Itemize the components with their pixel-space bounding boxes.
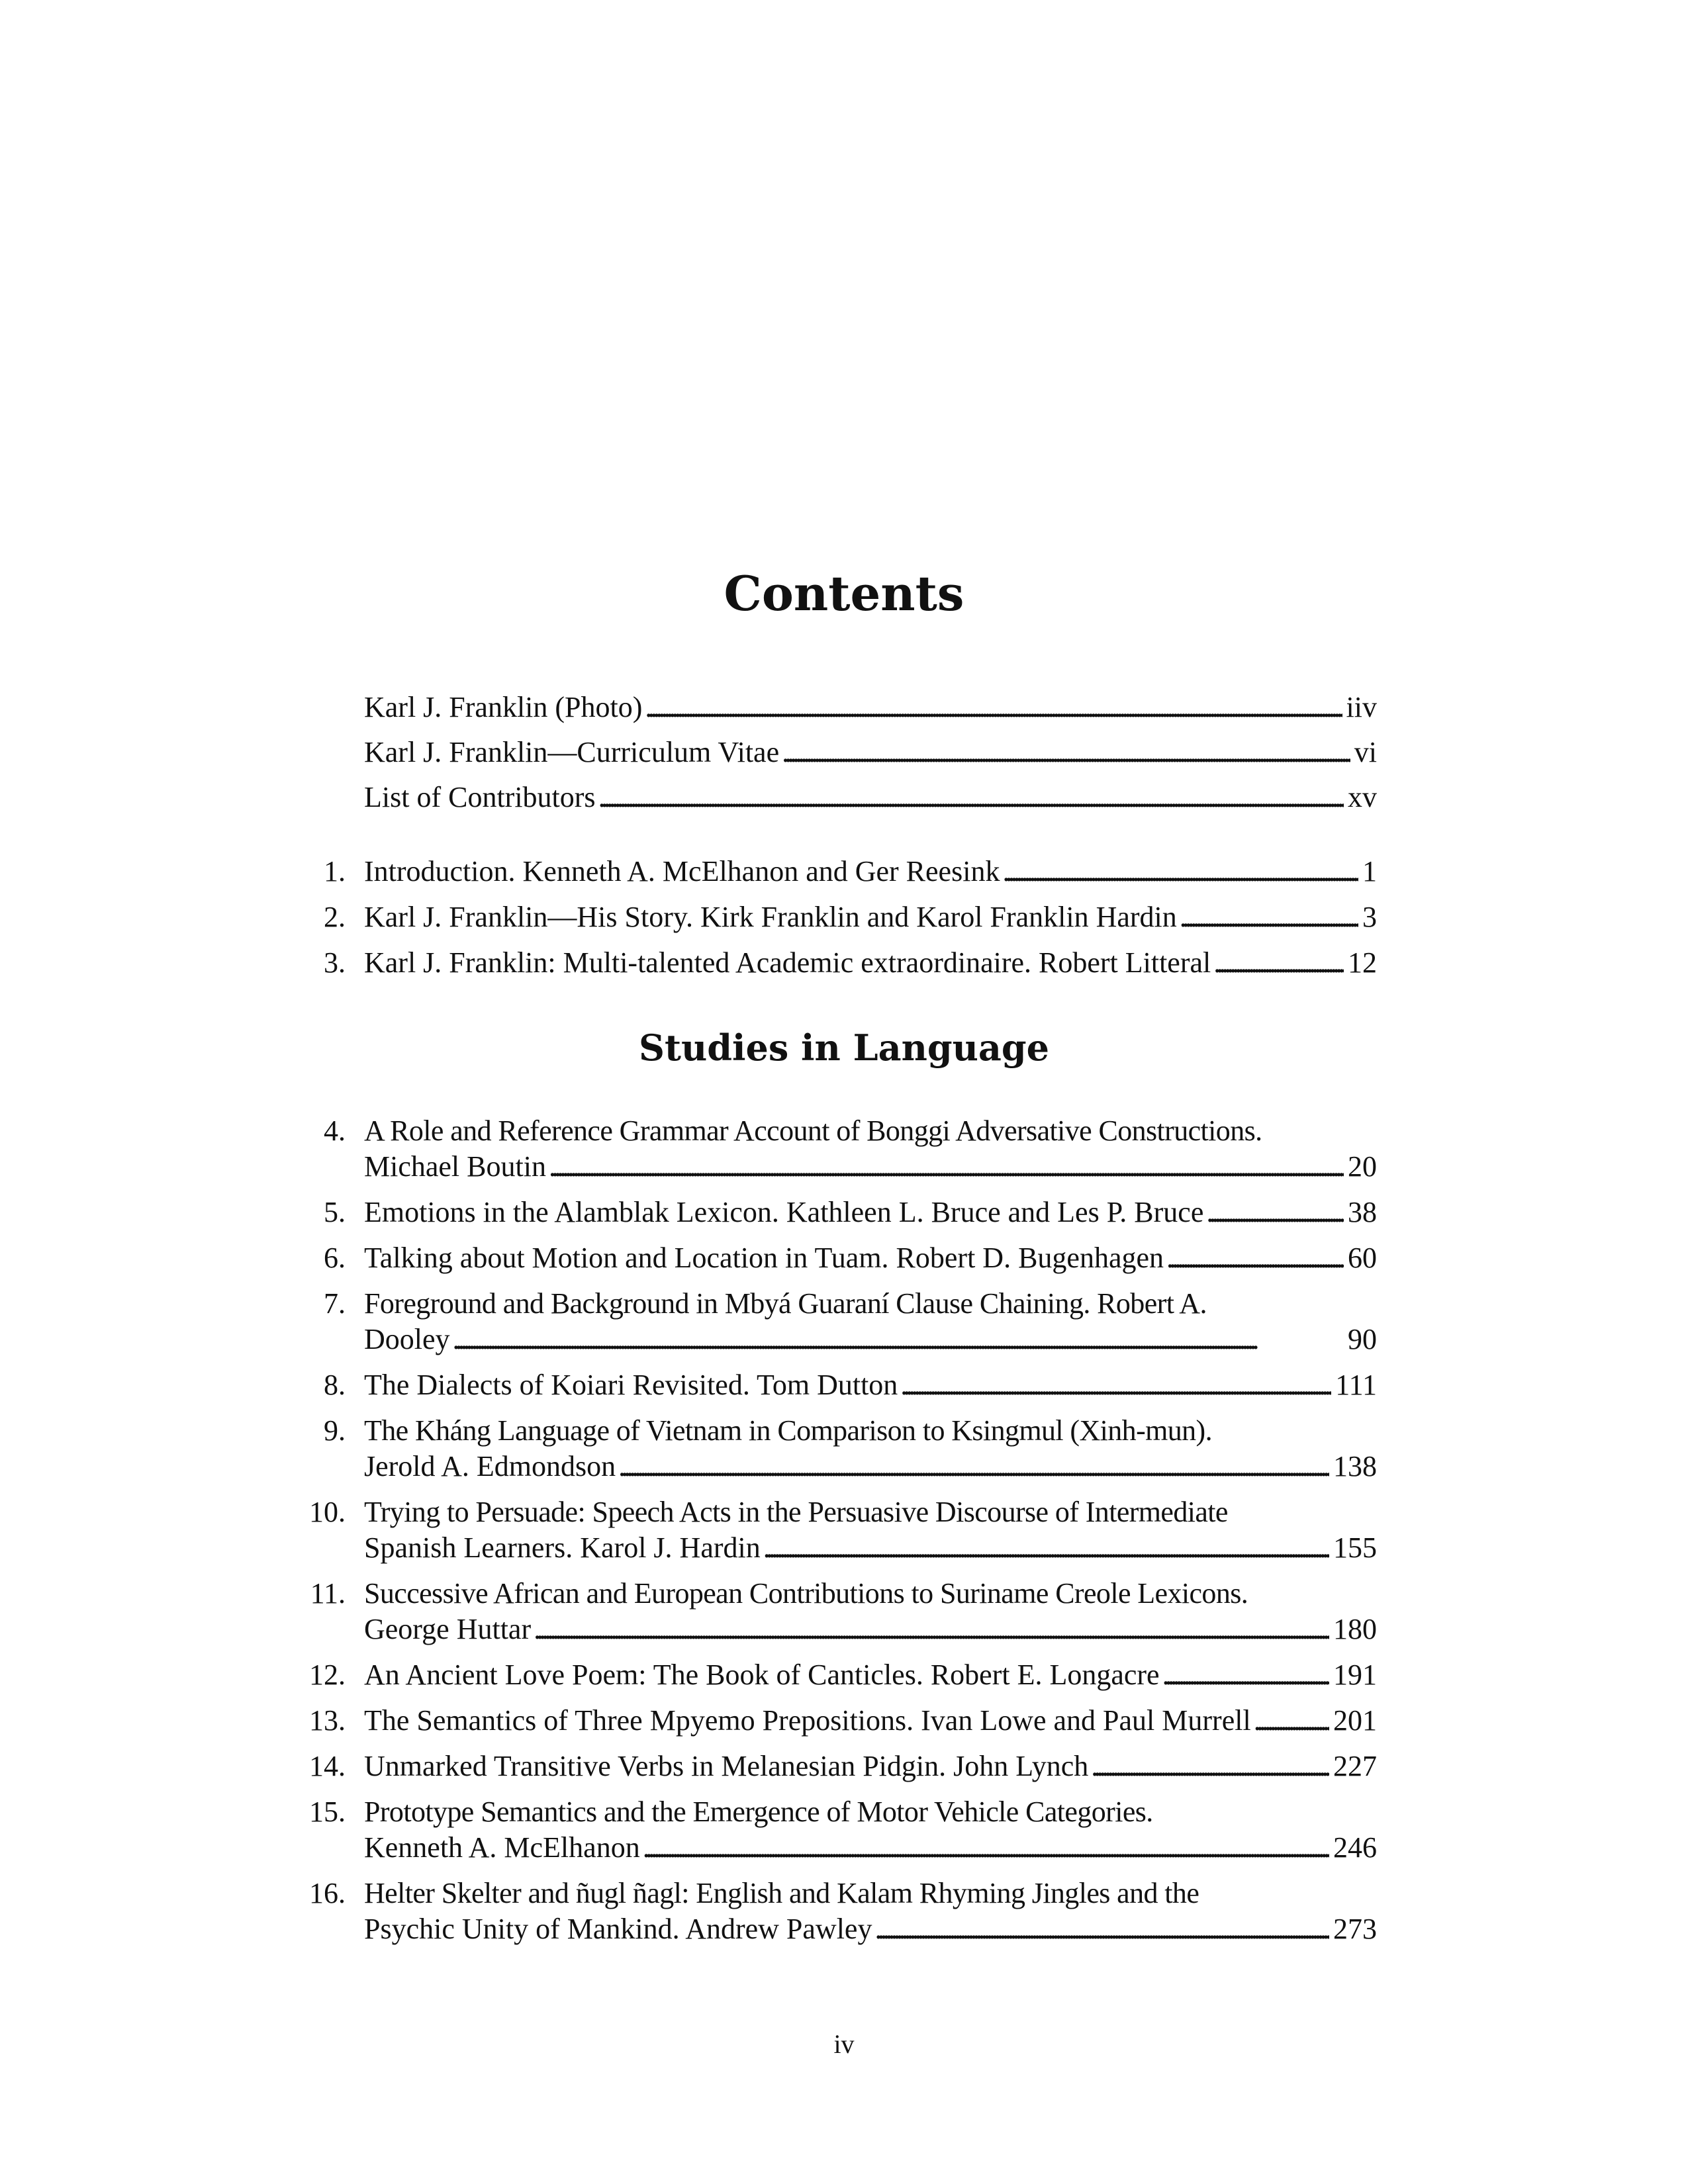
chapter-number: 12. xyxy=(309,1659,346,1691)
toc-entry xyxy=(285,1113,1377,1185)
dot-leader xyxy=(643,1830,1329,1866)
intro-chapter-list xyxy=(285,854,1377,991)
front-matter-entry xyxy=(285,690,1377,725)
toc-line xyxy=(364,1911,1377,1947)
front-matter-entry xyxy=(285,780,1377,815)
page-number: 60 xyxy=(1348,1242,1377,1274)
toc-line xyxy=(364,1612,1377,1647)
chapter-title: An Ancient Love Poem: The Book of Canticles. Robert E. Longacre xyxy=(364,1659,1160,1691)
page-number: vi xyxy=(1354,736,1377,768)
chapter-title: Jerold A. Edmondson xyxy=(364,1450,616,1482)
chapter-title: Karl J. Franklin: Multi-talented Academic extraordinaire. Robert Litteral xyxy=(364,946,1211,979)
toc-line xyxy=(364,1367,1377,1403)
page-number: 111 xyxy=(1335,1369,1377,1401)
chapter-title: List of Contributors xyxy=(364,781,596,813)
chapter-title-line: A Role and Reference Grammar Account of Bonggi Adversative Constructions. xyxy=(364,1115,1262,1147)
chapter-number: 15. xyxy=(309,1796,346,1828)
toc-entry xyxy=(285,1494,1377,1566)
chapter-title: Dooley xyxy=(364,1323,450,1355)
toc-line xyxy=(364,1703,1377,1739)
toc-entry xyxy=(285,1657,1377,1693)
chapter-title: The Dialects of Koiari Revisited. Tom Dutton xyxy=(364,1369,898,1401)
chapter-title: Karl J. Franklin (Photo) xyxy=(364,691,643,723)
dot-leader xyxy=(900,1367,1331,1403)
page-title: Contents xyxy=(724,565,964,621)
chapter-title: George Huttar xyxy=(364,1613,532,1645)
dot-leader xyxy=(645,690,1342,725)
chapter-number: 4. xyxy=(324,1115,346,1147)
toc-line xyxy=(364,780,1377,815)
chapter-title: Psychic Unity of Mankind. Andrew Pawley xyxy=(364,1913,872,1945)
toc-entry xyxy=(285,1794,1377,1866)
toc-entry xyxy=(285,1367,1377,1403)
dot-leader xyxy=(549,1149,1344,1185)
dot-leader xyxy=(1180,899,1358,935)
section-heading: Studies in Language xyxy=(639,1026,1049,1069)
footer-page-number: iv xyxy=(833,2029,855,2059)
toc-line xyxy=(364,1240,1377,1276)
chapter-number: 14. xyxy=(309,1750,346,1782)
chapter-title: Kenneth A. McElhanon xyxy=(364,1831,640,1864)
front-matter-entry xyxy=(285,735,1377,770)
chapter-number: 2. xyxy=(324,901,346,933)
toc-entry xyxy=(285,945,1377,981)
chapter-title: Talking about Motion and Location in Tuam. Robert D. Bugenhagen xyxy=(364,1242,1164,1274)
toc-line xyxy=(364,854,1377,889)
toc-line xyxy=(364,690,1377,725)
chapter-title-line: Successive African and European Contributions to Suriname Creole Lexicons. xyxy=(364,1577,1248,1610)
chapter-title-line: The Kháng Language of Vietnam in Comparison to Ksingmul (Xinh-mun). xyxy=(364,1414,1213,1447)
toc-entry xyxy=(285,1876,1377,1947)
page-number: 155 xyxy=(1333,1531,1377,1564)
chapter-title: Unmarked Transitive Verbs in Melanesian Pidgin. John Lynch xyxy=(364,1750,1089,1782)
dot-leader xyxy=(618,1449,1329,1484)
page-number: 20 xyxy=(1348,1150,1377,1183)
chapter-number: 16. xyxy=(309,1877,346,1909)
chapter-number: 3. xyxy=(324,946,346,979)
chapter-title: Karl J. Franklin—Curriculum Vitae xyxy=(364,736,780,768)
dot-leader xyxy=(598,780,1344,815)
page-number: 90 xyxy=(1348,1323,1377,1355)
page-number: xv xyxy=(1348,781,1377,813)
chapter-number: 11. xyxy=(310,1577,346,1610)
toc-line xyxy=(364,735,1377,770)
toc-line xyxy=(364,1657,1377,1693)
toc-line xyxy=(364,1449,1377,1484)
chapter-number: 7. xyxy=(324,1287,346,1320)
page-number: iiv xyxy=(1346,691,1377,723)
toc-line xyxy=(364,1530,1377,1566)
toc-line xyxy=(364,1749,1377,1784)
page-number: 227 xyxy=(1333,1750,1377,1782)
dot-leader xyxy=(1254,1703,1329,1739)
chapter-number: 5. xyxy=(324,1196,346,1228)
toc-line xyxy=(364,899,1377,935)
toc-line xyxy=(364,1830,1377,1866)
page-number: 273 xyxy=(1333,1913,1377,1945)
toc-line xyxy=(364,1149,1377,1185)
toc-entry xyxy=(285,1703,1377,1739)
chapter-number: 9. xyxy=(324,1414,346,1447)
dot-leader xyxy=(1091,1749,1329,1784)
toc-line xyxy=(364,945,1377,981)
toc-entry xyxy=(285,899,1377,935)
toc-entry xyxy=(285,1286,1377,1357)
chapter-title: Michael Boutin xyxy=(364,1150,546,1183)
dot-leader xyxy=(874,1911,1329,1947)
dot-leader xyxy=(534,1612,1329,1647)
toc-line xyxy=(364,1195,1377,1230)
chapter-title-line: Foreground and Background in Mbyá Guaraní Clause Chaining. Robert A. xyxy=(364,1287,1207,1320)
page-number: 38 xyxy=(1348,1196,1377,1228)
chapter-title: Karl J. Franklin—His Story. Kirk Franklin and Karol Franklin Hardin xyxy=(364,901,1177,933)
chapter-title-line: Helter Skelter and ñugl ñagl: English and Kalam Rhyming Jingles and the xyxy=(364,1877,1199,1909)
chapter-title-line: Prototype Semantics and the Emergence of Motor Vehicle Categories. xyxy=(364,1796,1153,1828)
toc-entry xyxy=(285,1413,1377,1484)
front-matter-list xyxy=(285,690,1377,825)
toc-entry xyxy=(285,1195,1377,1230)
page-number: 201 xyxy=(1333,1704,1377,1737)
chapter-title: Emotions in the Alamblak Lexicon. Kathleen L. Bruce and Les P. Bruce xyxy=(364,1196,1204,1228)
chapter-title: Introduction. Kenneth A. McElhanon and Ger Reesink xyxy=(364,855,1000,887)
dot-leader xyxy=(1206,1195,1344,1230)
page-number: 12 xyxy=(1348,946,1377,979)
chapter-number: 13. xyxy=(309,1704,346,1737)
dot-leader xyxy=(763,1530,1329,1566)
chapter-title: Spanish Learners. Karol J. Hardin xyxy=(364,1531,761,1564)
dot-leader xyxy=(1002,854,1358,889)
studies-chapter-list xyxy=(285,1113,1377,1957)
page-number: 3 xyxy=(1362,901,1377,933)
page-number: 1 xyxy=(1362,855,1377,887)
dot-leader xyxy=(1213,945,1344,981)
page-number: 191 xyxy=(1333,1659,1377,1691)
toc-entry xyxy=(285,1749,1377,1784)
dot-leader xyxy=(782,735,1350,770)
toc-entry xyxy=(285,854,1377,889)
page-number: 138 xyxy=(1333,1450,1377,1482)
chapter-title: The Semantics of Three Mpyemo Prepositions. Ivan Lowe and Paul Murrell xyxy=(364,1704,1251,1737)
chapter-number: 6. xyxy=(324,1242,346,1274)
dot-leader xyxy=(1166,1240,1344,1276)
chapter-number: 8. xyxy=(324,1369,346,1401)
page-number: 180 xyxy=(1333,1613,1377,1645)
page-number: 246 xyxy=(1333,1831,1377,1864)
dot-leader xyxy=(453,1322,1344,1357)
chapter-number: 10. xyxy=(309,1496,346,1528)
toc-entry xyxy=(285,1240,1377,1276)
toc-line xyxy=(364,1322,1377,1357)
toc-entry xyxy=(285,1576,1377,1647)
dot-leader xyxy=(1162,1657,1329,1693)
chapter-title-line: Trying to Persuade: Speech Acts in the Persuasive Discourse of Intermediate xyxy=(364,1496,1228,1528)
chapter-number: 1. xyxy=(324,855,346,887)
